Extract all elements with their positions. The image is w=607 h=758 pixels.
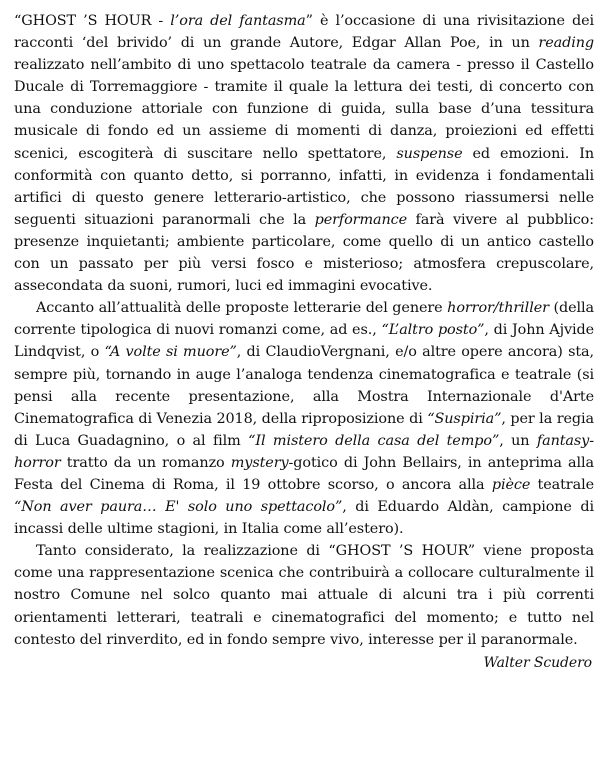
paragraph-2 — [14, 297, 594, 540]
italic-text: fantasy-horror — [14, 432, 594, 471]
document-page — [14, 10, 594, 673]
text-run: ” è l’occasione di una rivisitazione dei racconti ‘del brivido’ di un grande Autore, Edgar Allan Poe, in un — [14, 13, 594, 52]
italic-text: “L’altro posto” — [381, 322, 485, 339]
italic-text: l’ora del fantasma — [170, 13, 306, 29]
text-run: , di John Ajvide Lindqvist, o — [14, 322, 595, 361]
italic-text: horror/thriller — [447, 300, 549, 317]
text-run: tratto da un romanzo — [60, 454, 231, 471]
italic-text: mystery — [230, 454, 289, 471]
text-run: “GHOST ’S HOUR - — [14, 13, 171, 29]
italic-text: “Il mistero della casa del tempo” — [248, 432, 500, 449]
italic-text: suspense — [396, 145, 463, 162]
text-run: , un — [499, 432, 537, 449]
text-run: , di Eduardo Aldàn, campione di incassi delle ultime stagioni, in Italia come all’estero). — [14, 499, 594, 538]
text-run: farà vivere al pubblico: presenze inquietanti; ambiente particolare, come quello di un antico castello con un passato per più versi fosco e misterioso; atmosfera crepuscolare, assecondata da suoni, rumori, luci ed immagini evocative. — [14, 211, 594, 295]
text-run: teatrale — [530, 476, 594, 493]
text-run: realizzato nell’ambito di uno spettacolo teatrale da camera - presso il Castello Ducale di Torremaggiore - tramite il quale la lettura dei testi, di concerto con una conduzione attoriale con funzione di guida, sulla base d’una tessitura musicale di fondo ed un assieme di momenti di danza, proiezioni ed effetti scenici, escogiterà di suscitare nello spettatore, — [14, 57, 594, 162]
text-run: , per la regia di Luca Guadagnino, o al film — [14, 410, 594, 449]
italic-text: reading — [538, 35, 594, 52]
italic-text: “Suspiria” — [427, 410, 502, 427]
paragraph-1 — [14, 10, 594, 297]
text-run: ed emozioni. In conformità con quanto detto, si porranno, infatti, in evidenza i fondamentali artifici di questo genere letterario-artistico, che possono riassumersi nelle seguenti situazioni paranormali che la — [14, 145, 594, 228]
italic-text: performance — [314, 211, 408, 228]
text-run: Accanto all’attualità delle proposte letterarie del genere — [36, 300, 448, 317]
italic-text: “A volte si muore” — [104, 344, 237, 361]
text-run: (della corrente tipologica di nuovi romanzi come, ad es., — [14, 300, 594, 339]
text-run: , di ClaudioVergnani, e/o altre opere ancora) sta, sempre più, tornando in auge l’analoga tendenza cinematografica e teatrale (si pensi alla recente presentazione, alla Mostra Internazionale d'Arte Cinematografica di Venezia 2018, della riproposizione di — [14, 344, 594, 427]
author-signature: Walter Scudero — [483, 654, 592, 671]
italic-text: pièce — [491, 476, 531, 493]
italic-text: “Non aver paura… E' solo uno spettacolo” — [14, 499, 343, 516]
text-run: Tanto considerato, la realizzazione di “GHOST ’S HOUR” viene proposta come una rappresentazione scenica che contribuirà a collocare culturalmente il nostro Comune nel solco quanto mai attuale di alcuni tra i più correnti orientamenti letterari, teatrali e cinematografici del momento; e tutto nel contesto del rinverdito, ed in fondo sempre vivo, interesse per il paranormale. — [14, 543, 594, 648]
text-run: -gotico di John Bellairs, in anteprima alla Festa del Cinema di Roma, il 19 ottobre scorso, o ancora alla — [14, 454, 594, 493]
paragraph-3 — [14, 540, 594, 650]
